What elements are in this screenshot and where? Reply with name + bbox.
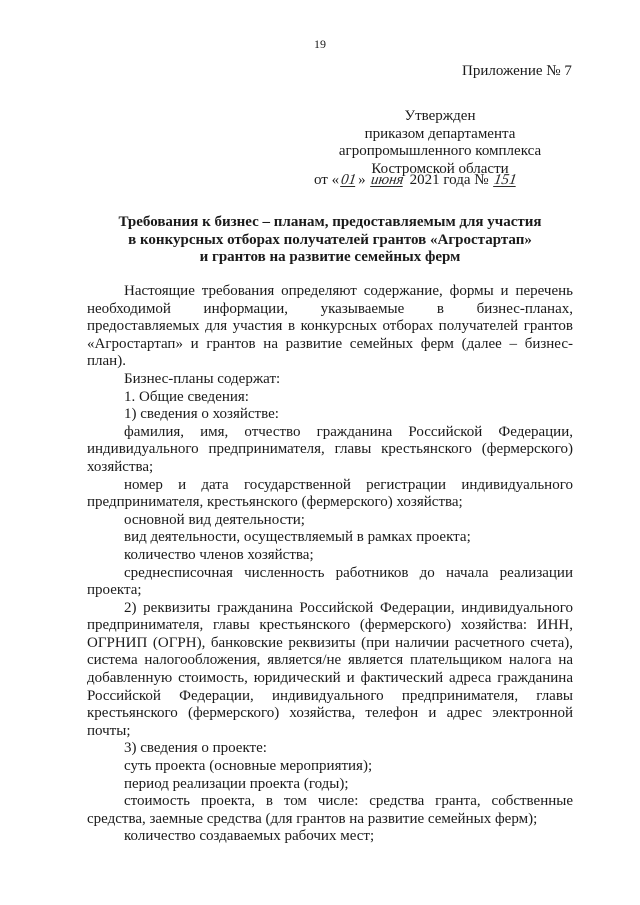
date-year: 2021 года № [409, 172, 489, 188]
paragraph: среднесписочная численность работников до начала реализации проекта; [87, 564, 573, 599]
approval-block [300, 108, 580, 178]
paragraph: номер и дата государственной регистрации индивидуального предпринимателя, крестьянского (фермерского) хозяйства; [87, 476, 573, 511]
approval-line: Утвержден [404, 108, 476, 124]
date-day-handwritten: 01 [340, 172, 358, 188]
date-month-handwritten: июня [370, 172, 406, 188]
paragraph: суть проекта (основные мероприятия); [124, 758, 373, 775]
title-line: и грантов на развитие семейных ферм [199, 249, 461, 265]
page-number: 19 [314, 37, 326, 51]
date-prefix: от « [314, 172, 340, 188]
paragraph: стоимость проекта, в том числе: средства гранта, собственные средства, заемные средства (для грантов на развитие семейных ферм); [87, 793, 573, 827]
paragraph: количество создаваемых рабочих мест; [124, 828, 375, 845]
appendix-label: Приложение № 7 [462, 63, 572, 79]
approval-line: агропромышленного комплекса [338, 143, 542, 159]
paragraph: основной вид деятельности; [124, 511, 305, 528]
approval-line: Костромской области [371, 160, 509, 177]
paragraph: 2) реквизиты гражданина Российской Федерации, индивидуального предпринимателя, главы крестьянского (фермерского) хозяйства: ИНН, ОГРНИП (ОГРН), банковские реквизиты (при наличии расчетного счета), система налогообложения, является/не является плательщиком налога на добавленную стоимость, юридический и фактический адреса гражданина Российской Федерации, индивидуального предпринимателя, главы крестьянского (фермерского) хозяйства, телефон и адрес электронной почты; [87, 599, 573, 739]
title-line: в конкурсных отборах получателей грантов «Агростартап» [128, 231, 532, 248]
paragraph: количество членов хозяйства; [124, 546, 314, 563]
paragraph: период реализации проекта (годы); [124, 775, 349, 792]
paragraph: фамилия, имя, отчество гражданина Российской Федерации, индивидуального предпринимателя, главы крестьянского (фермерского) хозяйства; [87, 423, 573, 475]
document-title [100, 214, 560, 267]
document-body [87, 283, 573, 846]
paragraph: 3) сведения о проекте: [124, 740, 267, 757]
date-mid: » [358, 172, 366, 188]
paragraph: 1. Общие сведения: [124, 388, 249, 405]
paragraph: Бизнес-планы содержат: [124, 370, 281, 387]
order-number-handwritten: 151 [493, 172, 519, 188]
paragraph: Настоящие требования определяют содержание, формы и перечень необходимой информации, указываемые в бизнес-планах, предоставляемых для участия в конкурсных отборах получателей грантов «Агростартап» и грантов на развитие семейных ферм (далее – бизнес-план). [87, 283, 573, 370]
approval-date [314, 172, 519, 189]
approval-line: приказом департамента [364, 125, 516, 142]
paragraph: 1) сведения о хозяйстве: [124, 406, 279, 423]
paragraph: вид деятельности, осуществляемый в рамках проекта; [124, 529, 471, 546]
title-line: Требования к бизнес – планам, предоставляемым для участия [118, 214, 542, 230]
